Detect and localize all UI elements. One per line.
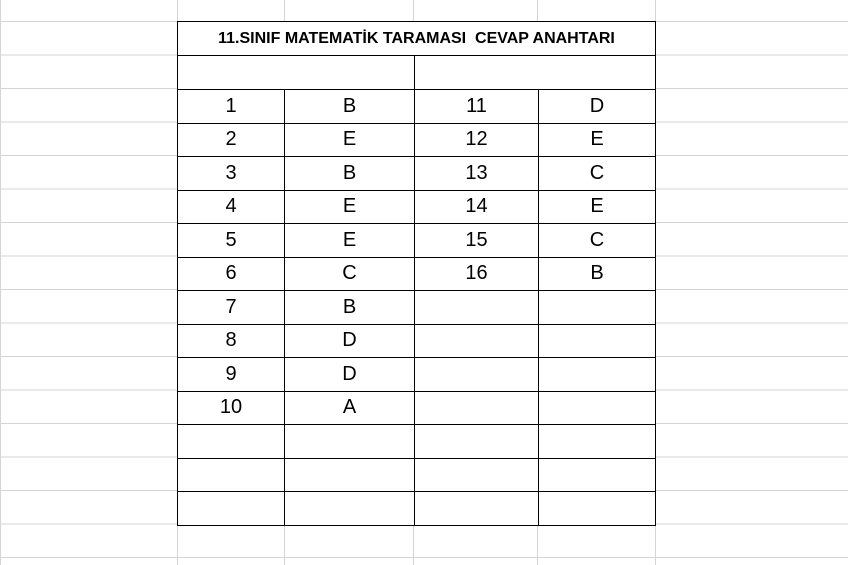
table-row [177, 391, 655, 425]
question-number-cell[interactable]: 15 [414, 223, 538, 257]
answer-cell[interactable]: E [284, 123, 414, 157]
answer-cell[interactable]: B [284, 89, 414, 123]
answer-cell[interactable]: C [284, 257, 414, 291]
answer-cell[interactable] [284, 491, 414, 525]
question-number-cell[interactable] [414, 491, 538, 525]
answer-cell[interactable]: B [284, 290, 414, 324]
question-number-cell[interactable]: 13 [414, 156, 538, 190]
answer-cell[interactable] [538, 424, 655, 458]
question-number-cell[interactable]: 16 [414, 257, 538, 291]
answer-cell[interactable] [538, 324, 655, 358]
answer-key-title[interactable]: 11.SINIF MATEMATİK TARAMASI CEVAP ANAHTARI [177, 21, 655, 56]
question-number-cell[interactable]: 3 [177, 156, 284, 190]
table-row [177, 290, 655, 324]
question-number-cell[interactable] [414, 424, 538, 458]
answer-cell[interactable]: E [284, 190, 414, 224]
answer-cell[interactable] [538, 491, 655, 525]
answer-cell[interactable]: B [284, 156, 414, 190]
answer-cell[interactable]: D [284, 324, 414, 358]
answer-cell[interactable]: E [538, 123, 655, 157]
answer-cell[interactable] [538, 290, 655, 324]
question-number-cell[interactable] [414, 357, 538, 391]
empty-cell[interactable] [414, 55, 655, 89]
empty-cell[interactable] [177, 55, 414, 89]
answer-cell[interactable] [538, 391, 655, 425]
question-number-cell[interactable]: 5 [177, 223, 284, 257]
answer-cell[interactable]: C [538, 156, 655, 190]
question-number-cell[interactable]: 12 [414, 123, 538, 157]
answer-cell[interactable]: B [538, 257, 655, 291]
answer-cell[interactable] [284, 424, 414, 458]
question-number-cell[interactable]: 1 [177, 89, 284, 123]
question-number-cell[interactable]: 11 [414, 89, 538, 123]
question-number-cell[interactable] [414, 391, 538, 425]
table-row [177, 424, 655, 458]
table-row [177, 458, 655, 492]
answer-cell[interactable]: C [538, 223, 655, 257]
answer-grid [177, 89, 655, 525]
table-row [177, 357, 655, 391]
question-number-cell[interactable] [177, 458, 284, 492]
question-number-cell[interactable]: 9 [177, 357, 284, 391]
question-number-cell[interactable]: 4 [177, 190, 284, 224]
table-row [177, 324, 655, 358]
question-number-cell[interactable] [414, 290, 538, 324]
question-number-cell[interactable] [414, 324, 538, 358]
question-number-cell[interactable] [177, 491, 284, 525]
answer-cell[interactable]: D [284, 357, 414, 391]
question-number-cell[interactable]: 2 [177, 123, 284, 157]
question-number-cell[interactable] [414, 458, 538, 492]
answer-cell[interactable] [538, 357, 655, 391]
table-row [177, 491, 655, 525]
answer-cell[interactable] [284, 458, 414, 492]
answer-cell[interactable]: D [538, 89, 655, 123]
answer-cell[interactable]: E [538, 190, 655, 224]
table-row [177, 156, 655, 190]
answer-cell[interactable]: E [284, 223, 414, 257]
question-number-cell[interactable]: 10 [177, 391, 284, 425]
question-number-cell[interactable] [177, 424, 284, 458]
question-number-cell[interactable]: 8 [177, 324, 284, 358]
table-row [177, 123, 655, 157]
table-row [177, 89, 655, 123]
answer-cell[interactable] [538, 458, 655, 492]
table-row [177, 223, 655, 257]
table-row [177, 190, 655, 224]
answer-key-table [177, 21, 656, 526]
answer-cell[interactable]: A [284, 391, 414, 425]
table-row [177, 257, 655, 291]
question-number-cell[interactable]: 14 [414, 190, 538, 224]
question-number-cell[interactable]: 6 [177, 257, 284, 291]
question-number-cell[interactable]: 7 [177, 290, 284, 324]
